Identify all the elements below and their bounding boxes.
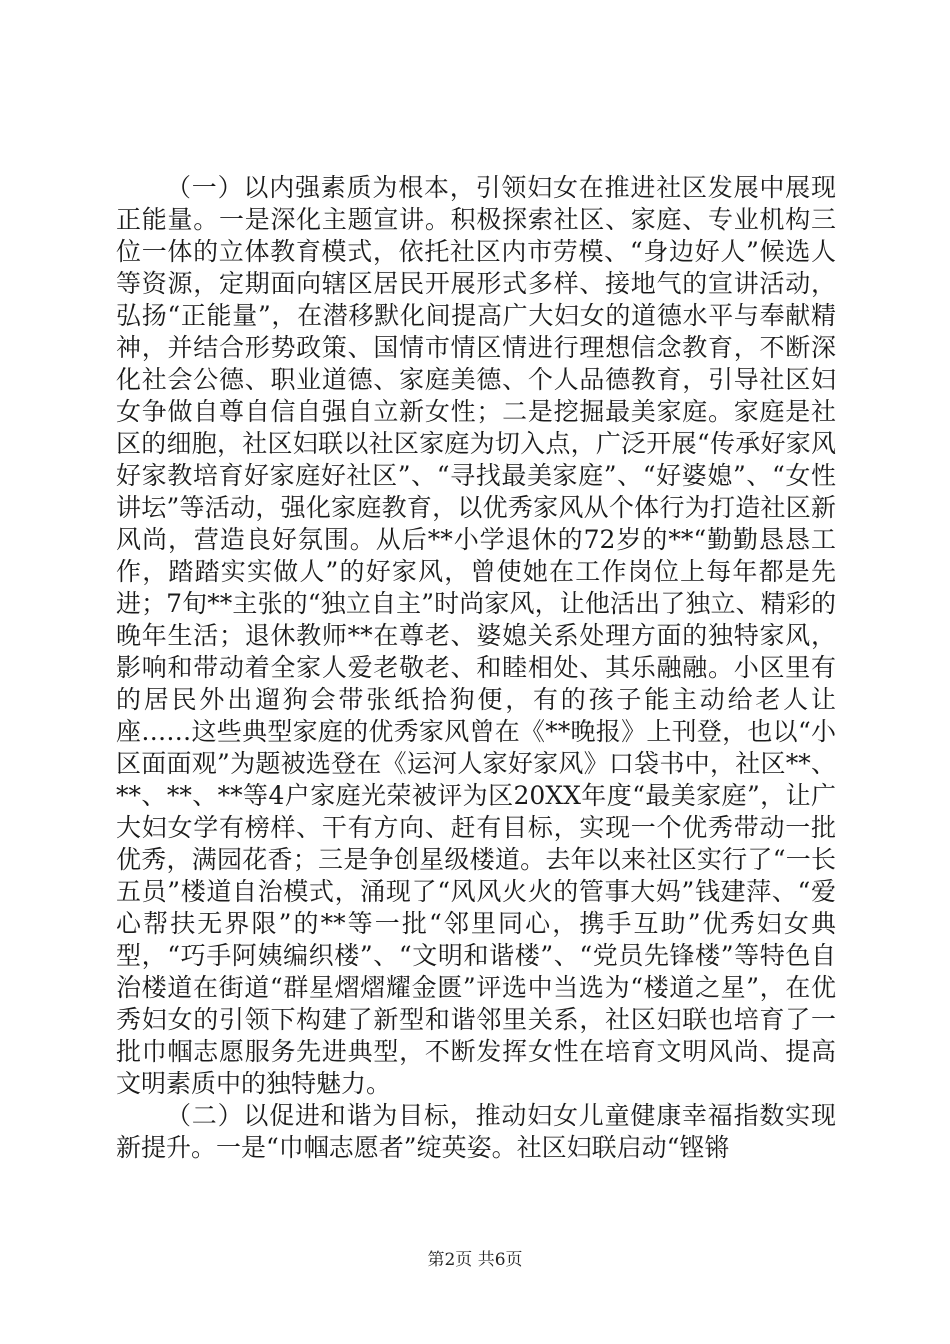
page-footer: 第2页 共6页 [427,1250,523,1270]
paragraph-1: （一）以内强素质为根本，引领妇女在推进社区发展中展现正能量。一是深化主题宣讲。积极探索社区、家庭、专业机构三位一体的立体教育模式，依托社区内市劳模、“身边好人”候选人等资源，定期面向辖区居民开展形式多样、接地气的宣讲活动，弘扬“正能量”，在潜移默化间提高广大妇女的道德水平与奉献精神，并结合形势政策、国情市情区情进行理想信念教育，不断深化社会公德、职业道德、家庭美德、个人品德教育，引导社区妇女争做自尊自信自强自立新女性；二是挖掘最美家庭。家庭是社区的细胞，社区妇联以社区家庭为切入点，广泛开展“传承好家风好家教培育好家庭好社区”、“寻找最美家庭”、“好婆媳”、“女性讲坛”等活动，强化家庭教育，以优秀家风从个体行为打造社区新风尚，营造良好氛围。从后**小学退休的72岁的**“勤勤恳恳工作，踏踏实实做人”的好家风，曾使她在工作岗位上每年都是先进；7旬**主张的“独立自主”时尚家风，让他活出了独立、精彩的晚年生活；退休教师**在尊老、婆媳关系处理方面的独特家风，影响和带动着全家人爱老敬老、和睦相处、其乐融融。小区里有的居民外出遛狗会带张纸拾狗便，有的孩子能主动给老人让座……这些典型家庭的优秀家风曾在《**晚报》上刊登，也以“小区面面观”为题被选登在《运河人家好家风》口袋书中，社区**、**、**、**等4户家庭光荣被评为区20XX年度“最美家庭”，让广大妇女学有榜样、干有方向、赶有目标，实现一个优秀带动一批优秀，满园花香；三是争创星级楼道。去年以来社区实行了“一长五员”楼道自治模式，涌现了“风风火火的管事大妈”钱建萍、“爱心帮扶无界限”的**等一批“邻里同心，携手互助”优秀妇女典型，“巧手阿姨编织楼”、“文明和谐楼”、“党员先锋楼”等特色自治楼道在街道“群星熠熠耀金匮”评选中当选为“楼道之星”，在优秀妇女的引领下构建了新型和谐邻里关系，社区妇联也培育了一批巾帼志愿服务先进典型，不断发挥女性在培育文明风尚、提高文明素质中的独特魅力。 [116,173,836,1098]
body-text [116,172,836,1164]
paragraph-2: （二）以促进和谐为目标，推动妇女儿童健康幸福指数实现新提升。一是“巾帼志愿者”绽英姿。社区妇联启动“铿锵 [116,1101,836,1162]
